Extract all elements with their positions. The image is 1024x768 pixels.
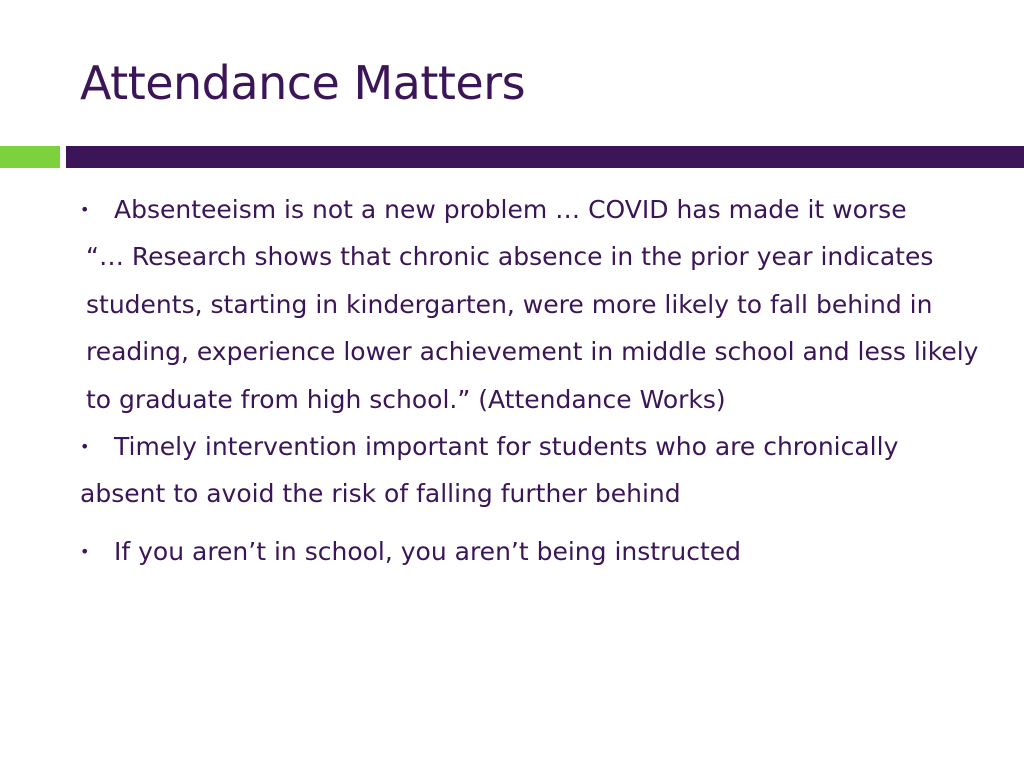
paragraph-4-text: If you aren’t in school, you aren’t being instructed (114, 536, 742, 566)
accent-bar-green (0, 146, 60, 168)
slide-title: Attendance Matters (80, 56, 526, 110)
paragraph-1-text: Absenteeism is not a new problem … COVID has made it worse (114, 195, 907, 224)
bullet-paragraph-3 (80, 423, 980, 518)
bullet-paragraph-4 (80, 528, 980, 575)
slide-body (80, 186, 987, 575)
quote-paragraph (80, 233, 987, 423)
bullet-icon: • (80, 437, 90, 457)
accent-bar-purple (66, 146, 1024, 168)
bullet-icon: • (80, 200, 90, 219)
paragraph-3-text: Timely intervention important for students who are chronically absent to avoid the risk of falling further behind (80, 432, 907, 509)
bullet-icon: • (80, 541, 90, 561)
paragraph-2-text: “… Research shows that chronic absence in the prior year indicates students, starting in kindergarten, were more likely to fall behind in reading, experience lower achievement in middle school and less likely to graduate from high school.” (Attendance Works) (86, 242, 987, 414)
bullet-paragraph-1 (80, 186, 980, 233)
